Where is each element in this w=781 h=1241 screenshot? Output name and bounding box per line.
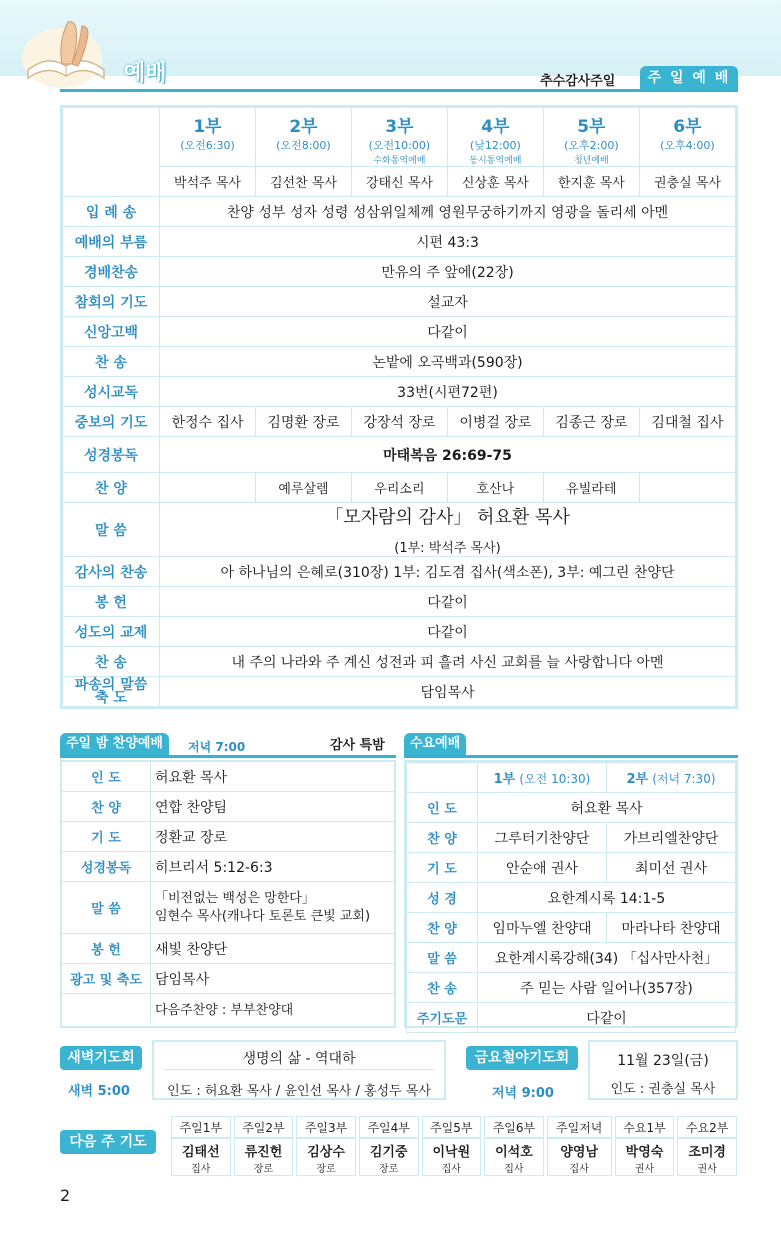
evening-special: 감사 특밤 — [330, 738, 385, 753]
service-pastor: 박석주 목사 — [160, 167, 256, 197]
row-psalter: 성시교독 33번(시편72편) — [63, 377, 736, 407]
service-pastor-row — [63, 167, 736, 197]
row-scripture: 성경봉독 마태복음 26:69-75 — [63, 437, 736, 473]
service-col: 2부 (오전8:00) — [255, 108, 351, 167]
praying-hands-bible-icon — [18, 14, 114, 88]
service-col: 6부 (오후4:00) — [639, 108, 735, 167]
row-hymn1: 경배찬송 만유의 주 앞에(22장) — [63, 257, 736, 287]
evening-worship-header: 주일 밤 찬양예배 — [60, 733, 169, 755]
scripture-reference: 마태복음 26:69-75 — [160, 437, 736, 473]
wednesday-worship-table: 1부 (오전 10:30) 2부 (저녁 7:30) 인 도 허요환 목사 찬 양 그루터기찬양단 가브리엘찬양단 기 도 안순애 권사 최미선 권사 성 경 요한계시록 14:1-5 찬 양 임마누엘 찬양대 마라나타 찬양대 말 씀 요한계시록강해(34) 「십사만사천」 찬 송 주 믿는 사람 일어나(357장) 주기도문 다같이 — [404, 760, 738, 1028]
sermon-title: 「모자람의 감사」 허요환 목사 — [325, 507, 570, 528]
dawn-time: 새벽 5:00 — [68, 1084, 130, 1099]
friday-time: 저녁 9:00 — [492, 1086, 554, 1101]
header-divider — [60, 89, 738, 92]
service-pastor: 한지훈 목사 — [543, 167, 639, 197]
service-pastor: 김선찬 목사 — [255, 167, 351, 197]
wednesday-worship-header: 수요예배 — [404, 733, 466, 755]
row-sending: 파송의 말씀 축 도 담임목사 — [63, 677, 736, 707]
row-hymn3: 찬 송 내 주의 나라와 주 계신 성전과 피 흘려 사신 교회를 늘 사랑합니다 아멘 — [63, 647, 736, 677]
service-header-row — [63, 108, 736, 167]
header-band — [0, 0, 781, 89]
dawn-prayer-box — [152, 1040, 446, 1100]
row-intercession: 중보의 기도 한정수 집사 김명환 장로 강장석 장로 이병걸 장로 김종근 장로 김대철 집사 — [63, 407, 736, 437]
blank-corner — [63, 108, 160, 197]
evening-divider — [60, 755, 396, 758]
row-creed: 신앙고백 다같이 — [63, 317, 736, 347]
sunday-worship-table — [60, 105, 738, 709]
dawn-title: 생명의 삶 - 역대하 — [242, 1051, 356, 1067]
section-title: 예배 — [124, 61, 167, 86]
row-thanks: 감사의 찬송 아 하나님의 은혜로(310장) 1부: 김도겸 집사(색소폰), 3부: 예그린 찬양단 — [63, 557, 736, 587]
evening-time: 저녁 7:00 — [188, 740, 246, 754]
row-offering: 봉 헌 다같이 — [63, 587, 736, 617]
next-prayer-header: 다음 주 기도 — [60, 1130, 156, 1154]
tab-sunday-worship[interactable]: 주 일 예 배 — [640, 66, 738, 90]
service-col: 4부 (낮12:00) 동시통역예배 — [447, 108, 543, 167]
service-pastor: 권충실 목사 — [639, 167, 735, 197]
row-introit: 입 례 송 찬양 성부 성자 성령 성삼위일체께 영원무궁하기까지 영광을 돌리세 아멘 — [63, 197, 736, 227]
dawn-leaders: 인도 : 허요환 목사 / 윤인선 목사 / 홍성두 목사 — [167, 1084, 431, 1099]
friday-leader: 인도 : 권충실 목사 — [610, 1082, 716, 1097]
service-col: 1부 (오전6:30) — [160, 108, 256, 167]
row-anthem: 찬 양 예루살렘 우리소리 호산나 유빌라테 — [63, 473, 736, 503]
next-week-choir: 다음주찬양 : 부부찬양대 — [155, 1003, 294, 1018]
service-pastor: 강태신 목사 — [351, 167, 447, 197]
next-prayer-table: 주일1부 주일2부 주일3부 주일4부 주일5부 주일6부 주일저녁 수요1부 수요2부 김태선 집사 류진헌 장로 김상수 장로 김기중 장로 이낙원 집사 이석호 집사 양영남 집사 박영숙 권사 조미경 권사 — [168, 1116, 740, 1176]
friday-date: 11월 23일(금) — [617, 1053, 709, 1069]
service-pastor: 신상훈 목사 — [447, 167, 543, 197]
page-number: 2 — [60, 1186, 71, 1205]
dawn-prayer-header: 새벽기도회 — [60, 1046, 142, 1070]
sermon-sub: (1부: 박석주 목사) — [394, 541, 501, 556]
row-fellowship: 성도의 교제 다같이 — [63, 617, 736, 647]
friday-prayer-header: 금요철야기도회 — [466, 1046, 578, 1070]
service-col: 5부 (오후2:00) 청년예배 — [543, 108, 639, 167]
evening-worship-table: 인 도 허요환 목사 찬 양 연합 찬양팀 기 도 정환교 장로 성경봉독 히브리서 5:12-6:3 말 씀 「비전없는 백성은 망한다」 임현수 목사(캐나다 토론토 큰빛 교회) 봉 헌 새빛 찬양단 광고 및 축도 담임목사 다음주찬양 : 부부찬양대 — [60, 760, 396, 1028]
friday-prayer-box — [588, 1040, 738, 1100]
header-background — [0, 0, 781, 76]
wednesday-divider — [404, 755, 738, 758]
row-call: 예배의 부름 시편 43:3 — [63, 227, 736, 257]
row-sermon: 말 씀 「모자람의 감사」 허요환 목사 (1부: 박석주 목사) — [63, 503, 736, 557]
occasion-subtitle: 추수감사주일 — [540, 74, 616, 89]
row-confession: 참회의 기도 설교자 — [63, 287, 736, 317]
service-col: 3부 (오전10:00) 수화통역예배 — [351, 108, 447, 167]
row-hymn2: 찬 송 논밭에 오곡백과(590장) — [63, 347, 736, 377]
